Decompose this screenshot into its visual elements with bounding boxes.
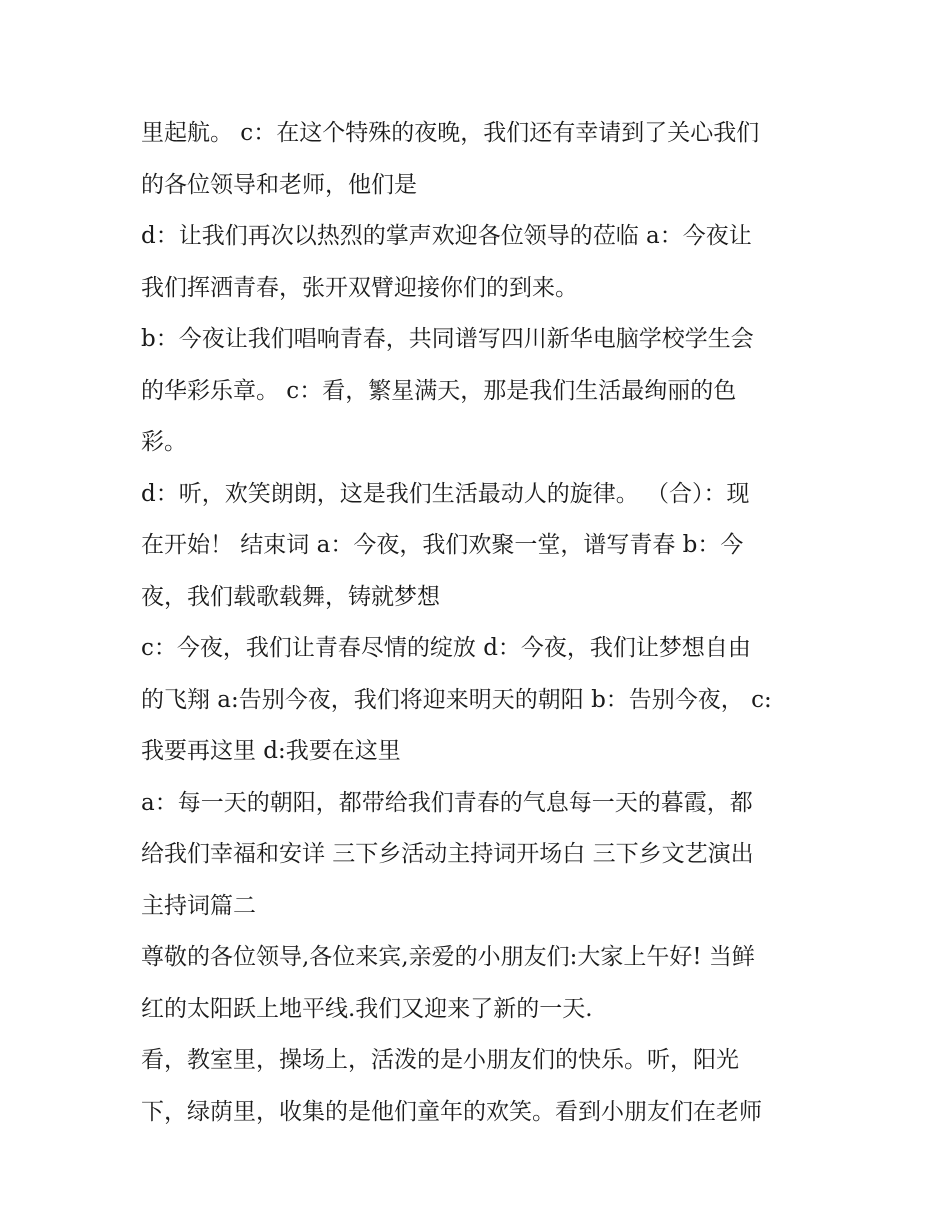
text-line: 红的太阳跃上地平线.我们又迎来了新的一天. xyxy=(141,995,593,1022)
text-line: 彩。 xyxy=(141,429,187,455)
text-line: 主持词篇二 xyxy=(141,892,256,919)
text-line: d：让我们再次以热烈的掌声欢迎各位领导的莅临 a：今夜让 xyxy=(141,223,752,249)
text-line: 夜，我们载歌载舞，铸就梦想 xyxy=(141,583,440,610)
text-line: a：每一天的朝阳，都带给我们青春的气息每一天的暮霞，都 xyxy=(141,789,753,816)
document-body xyxy=(141,108,821,1138)
text-line: 的各位领导和老师，他们是 xyxy=(141,171,417,198)
text-line: 下，绿荫里，收集的是他们童年的欢笑。看到小朋友们在老师 xyxy=(141,1098,762,1125)
text-line: 的飞翔 a:告别今夜，我们将迎来明天的朝阳 b：告别今夜， c: xyxy=(141,686,772,713)
text-line: d：听，欢笑朗朗，这是我们生活最动人的旋律。 （合）：现 xyxy=(141,480,750,507)
text-line: 里起航。 c：在这个特殊的夜晚，我们还有幸请到了关心我们 xyxy=(141,120,760,146)
text-line: 的华彩乐章。 c：看，繁星满天，那是我们生活最绚丽的色 xyxy=(141,377,737,404)
text-line: 给我们幸福和安详 三下乡活动主持词开场白 三下乡文艺演出 xyxy=(141,841,754,867)
text-line: b：今夜让我们唱响青春，共同谱写四川新华电脑学校学生会 xyxy=(141,326,754,352)
text-line: c：今夜，我们让青春尽情的绽放 d：今夜，我们让梦想自由 xyxy=(141,635,751,661)
text-line: 我们挥洒青春，张开双臂迎接你们的到来。 xyxy=(141,274,578,301)
text-line: 在开始！ 结束词 a：今夜，我们欢聚一堂，谱写青春 b：今 xyxy=(141,532,744,558)
text-line: 看，教室里，操场上，活泼的是小朋友们的快乐。听，阳光 xyxy=(141,1047,739,1073)
text-line: 我要再这里 d:我要在这里 xyxy=(141,738,401,764)
text-line: 尊敬的各位领导,各位来宾,亲爱的小朋友们:大家上午好! 当鲜 xyxy=(141,944,755,970)
